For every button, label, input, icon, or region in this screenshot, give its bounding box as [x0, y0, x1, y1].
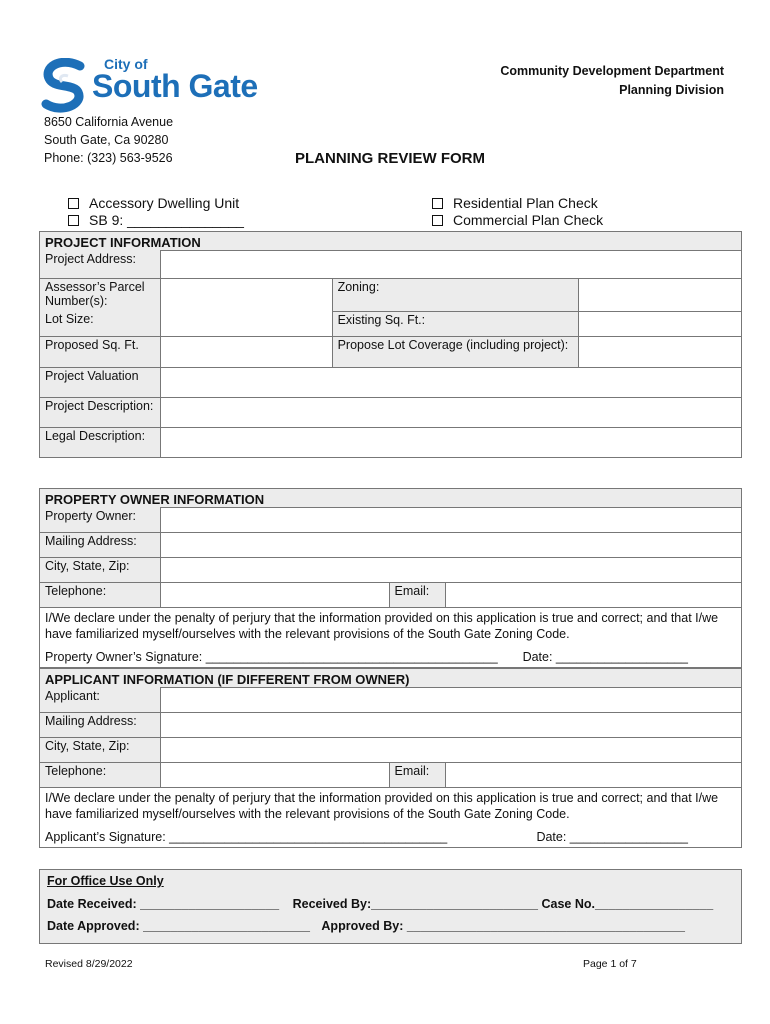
checkbox-commercial[interactable] — [432, 212, 603, 229]
department-name: Community Development Department — [500, 64, 724, 78]
legal-description-label: Legal Description: — [40, 427, 161, 457]
page-number: Page 1 of 7 — [583, 958, 637, 970]
logo-city-of: City of — [104, 56, 148, 72]
owner-signature-row — [45, 642, 736, 666]
existing-sqft-label: Existing Sq. Ft.: — [332, 311, 579, 336]
applicant-city-label: City, State, Zip: — [40, 738, 161, 763]
checkbox-icon[interactable] — [432, 198, 443, 209]
valuation-field[interactable] — [160, 367, 741, 397]
checkbox-label: Commercial Plan Check — [453, 212, 604, 228]
owner-date-line[interactable]: Date: ___________________ — [522, 650, 688, 664]
checkbox-group-left — [68, 195, 244, 229]
checkbox-residential[interactable] — [432, 195, 603, 212]
checkbox-label: Accessory Dwelling Unit — [89, 195, 240, 211]
approved-by-field[interactable]: Approved By: ________________________________________ — [321, 919, 685, 933]
date-approved-field[interactable]: Date Approved: ________________________ — [47, 919, 310, 933]
owner-email-label: Email: — [389, 583, 446, 608]
applicant-city-field[interactable] — [160, 738, 741, 763]
project-address-label: Project Address: — [40, 251, 161, 279]
applicant-declaration: I/We declare under the penalty of perjury that the information provided on this application is true and correct; and that I/we have familiarized myself/ourselves with the relevant provisions of the South Gate Zoning Code. — [45, 791, 719, 821]
description-field[interactable] — [160, 397, 741, 427]
owner-declaration: I/We declare under the penalty of perjury that the information provided on this application is true and correct; and that I/we have familiarized myself/ourselves with the relevant provisions of the South Gate Zoning Code. — [45, 611, 719, 641]
division-name: Planning Division — [619, 83, 724, 97]
applicant-telephone-field[interactable] — [160, 763, 389, 788]
case-no-field[interactable]: Case No._________________ — [541, 897, 714, 911]
owner-telephone-field[interactable] — [160, 583, 389, 608]
applicant-mailing-label: Mailing Address: — [40, 713, 161, 738]
swirl-logo-icon — [40, 58, 90, 114]
applicant-info-heading: APPLICANT INFORMATION (IF DIFFERENT FROM OWNER) — [40, 669, 742, 688]
owner-city-label: City, State, Zip: — [40, 558, 161, 583]
owner-mailing-field[interactable] — [160, 533, 741, 558]
existing-sqft-field[interactable] — [579, 311, 742, 336]
applicant-info-table — [39, 668, 742, 848]
applicant-signature-row — [45, 822, 736, 846]
applicant-field[interactable] — [160, 688, 741, 713]
apn-label: Assessor’s Parcel Number(s): — [40, 279, 161, 312]
checkbox-label: Residential Plan Check — [453, 195, 598, 211]
owner-declaration-cell — [40, 608, 742, 668]
zoning-label: Zoning: — [332, 279, 579, 312]
address-block — [44, 113, 173, 167]
applicant-signature-line[interactable]: Applicant’s Signature: ________________________________________ — [45, 830, 448, 844]
office-row-1 — [47, 897, 713, 911]
applicant-email-field[interactable] — [446, 763, 742, 788]
applicant-label: Applicant: — [40, 688, 161, 713]
owner-info-table — [39, 488, 742, 668]
logo-city-name: South Gate — [92, 68, 258, 104]
apn-field[interactable] — [160, 279, 332, 337]
owner-signature-line[interactable]: Property Owner’s Signature: __________________________________________ — [45, 650, 498, 664]
owner-mailing-label: Mailing Address: — [40, 533, 161, 558]
department-block — [500, 62, 724, 100]
owner-info-heading: PROPERTY OWNER INFORMATION — [40, 489, 742, 508]
lot-coverage-label: Propose Lot Coverage (including project): — [332, 336, 579, 367]
checkbox-icon[interactable] — [432, 215, 443, 226]
checkbox-sb9[interactable] — [68, 212, 244, 229]
form-title: PLANNING REVIEW FORM — [295, 150, 485, 167]
checkbox-adu[interactable] — [68, 195, 244, 212]
owner-city-field[interactable] — [160, 558, 741, 583]
checkbox-group-right — [432, 195, 603, 229]
checkbox-icon[interactable] — [68, 215, 79, 226]
address-line-2: South Gate, Ca 90280 — [44, 133, 169, 147]
valuation-label: Project Valuation — [40, 367, 161, 397]
lot-size-label: Lot Size: — [40, 311, 161, 336]
date-received-field[interactable]: Date Received: ____________________ — [47, 897, 280, 911]
phone: Phone: (323) 563-9526 — [44, 151, 173, 165]
checkbox-icon[interactable] — [68, 198, 79, 209]
received-by-field[interactable]: Received By:________________________ — [292, 897, 538, 911]
applicant-telephone-label: Telephone: — [40, 763, 161, 788]
proposed-sqft-field[interactable] — [160, 336, 332, 367]
address-line-1: 8650 California Avenue — [44, 115, 174, 129]
applicant-mailing-field[interactable] — [160, 713, 741, 738]
applicant-declaration-cell — [40, 788, 742, 848]
owner-email-field[interactable] — [446, 583, 742, 608]
office-row-2 — [47, 919, 685, 933]
project-info-heading: PROJECT INFORMATION — [40, 232, 742, 251]
owner-label: Property Owner: — [40, 508, 161, 533]
office-use-heading: For Office Use Only — [47, 874, 164, 888]
project-info-table — [39, 231, 742, 458]
revised-date: Revised 8/29/2022 — [45, 958, 133, 970]
owner-field[interactable] — [160, 508, 741, 533]
city-logo — [40, 56, 270, 116]
zoning-field[interactable] — [579, 279, 742, 312]
proposed-sqft-label: Proposed Sq. Ft. — [40, 336, 161, 367]
checkbox-label: SB 9: _______________ — [89, 212, 244, 228]
office-use-box — [39, 869, 742, 944]
lot-coverage-field[interactable] — [579, 336, 742, 367]
applicant-email-label: Email: — [389, 763, 446, 788]
legal-description-field[interactable] — [160, 427, 741, 457]
owner-telephone-label: Telephone: — [40, 583, 161, 608]
applicant-date-line[interactable]: Date: _________________ — [536, 830, 688, 844]
description-label: Project Description: — [40, 397, 161, 427]
project-address-field[interactable] — [160, 251, 741, 279]
